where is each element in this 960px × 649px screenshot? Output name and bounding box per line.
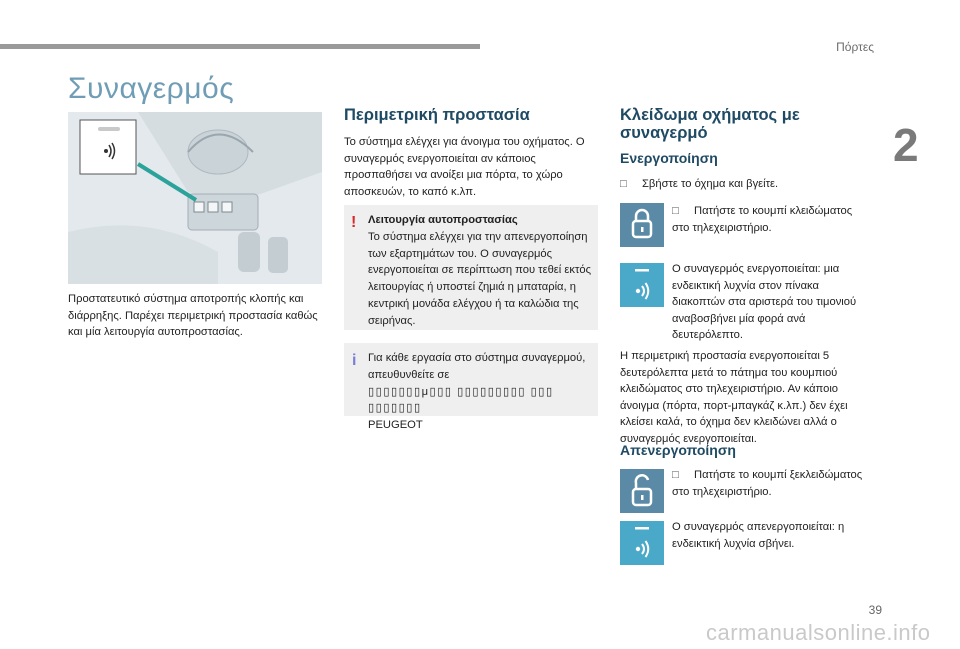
- alarm-lamp-tile-off: [620, 521, 664, 565]
- deactivation-heading: Απενεργοποίηση: [620, 442, 736, 458]
- alarm-lamp-tile: [620, 263, 664, 307]
- deactivation-result: Ο συναγερμός απενεργοποιείται: η ενδεικτική λυχνία σβήνει.: [672, 521, 845, 550]
- info-garbled-text: ▯▯▯▯▯▯▯μ▯▯▯ ▯▯▯▯▯▯▯▯▯ ▯▯▯ ▯▯▯▯▯▯▯: [368, 385, 554, 415]
- perimeter-body: Το σύστημα ελέγχει για άνοιγμα του οχήματος. Ο συναγερμός ενεργοποιείται αν κάποιος προσπαθήσει να ανοίξει μια πόρτα, το χώρο αποσκευών, το καπό κ.λπ.: [344, 136, 585, 198]
- info-icon: i: [352, 352, 357, 369]
- unlock-tile: [620, 469, 664, 513]
- activation-step-1: [620, 176, 870, 193]
- alarm-lamp-icon: [620, 263, 664, 307]
- page-title: Συναγερμός: [68, 72, 235, 105]
- dashboard-illustration: [68, 112, 322, 284]
- photo-caption: Προστατευτικό σύστημα αποτροπής κλοπής και διάρρηξης. Παρέχει περιμετρική προστασία καθώς και μία λειτουργία αυτοπροστασίας.: [68, 293, 318, 339]
- activation-step-1-text: Σβήστε το όχημα και βγείτε.: [642, 178, 779, 190]
- dashboard-photo: [68, 112, 322, 284]
- info-text: Για κάθε εργασία στο σύστημα συναγερμού, απευθυνθείτε σε: [368, 352, 586, 381]
- warning-box: [344, 205, 598, 330]
- warning-text: Το σύστημα ελέγχει για την απενεργοποίηση των εξαρτημάτων του. Ο συναγερμός ενεργοποιείται σε περίπτωση που τεθεί εκτός λειτουργίας ή υποστεί ζημιά η μπαταρία, η κεντρική μονάδα ελέγχου ή τα καλώδια της σειρήνας.: [368, 230, 591, 327]
- section-name: Πόρτες: [836, 40, 874, 54]
- perimeter-section: [344, 106, 602, 200]
- page-number: 39: [868, 603, 882, 617]
- unlock-icon: [620, 469, 664, 513]
- deactivation-step-1: [672, 467, 872, 500]
- checkbox-bullet-icon: □: [672, 205, 679, 217]
- lock-icon: [620, 203, 664, 247]
- warning-title: Λειτουργία αυτοπροστασίας: [368, 214, 518, 226]
- activation-step-2: [672, 203, 872, 236]
- chapter-number: 2: [893, 119, 919, 171]
- header-rule: [0, 44, 480, 49]
- warning-icon: !: [351, 214, 357, 231]
- info-brand: PEUGEOT: [368, 419, 423, 432]
- watermark: carmanualsonline.info: [706, 620, 931, 645]
- locking-heading: Κλείδωμα οχήματος με συναγερμό: [620, 106, 800, 142]
- activation-result: Ο συναγερμός ενεργοποιείται: μια ενδεικτική λυχνία στον πίνακα διακοπτών στα αριστερά του τιμονιού αναβοσβήνει μία φορά ανά δευτερόλεπτο.: [672, 263, 857, 342]
- perimeter-heading: Περιμετρική προστασία: [344, 106, 530, 124]
- activation-note: Η περιμετρική προστασία ενεργοποιείται 5 δευτερόλεπτα μετά το πάτημα του κουμπιού κλειδώματος στο τηλεχειριστήριο. Αν κάποιο άνοιγμα (πόρτα, πορτ-μπαγκάζ κ.λπ.) δεν έχει κλείσει καλά, το όχημα δεν κλειδώνει αλλά ο συναγερμός ενεργοποιείται.: [620, 350, 848, 445]
- checkbox-bullet-icon: □: [672, 469, 679, 481]
- locking-section: [620, 106, 870, 142]
- deactivation-step-1-text: Πατήστε το κουμπί ξεκλειδώματος στο τηλεχειριστήριο.: [672, 469, 863, 498]
- alarm-lamp-icon: [620, 521, 664, 565]
- info-box: [344, 343, 598, 432]
- activation-heading: Ενεργοποίηση: [620, 150, 718, 166]
- activation-step-2-text: Πατήστε το κουμπί κλειδώματος στο τηλεχειριστήριο.: [672, 205, 853, 234]
- checkbox-bullet-icon: □: [620, 178, 627, 190]
- lock-tile: [620, 203, 664, 247]
